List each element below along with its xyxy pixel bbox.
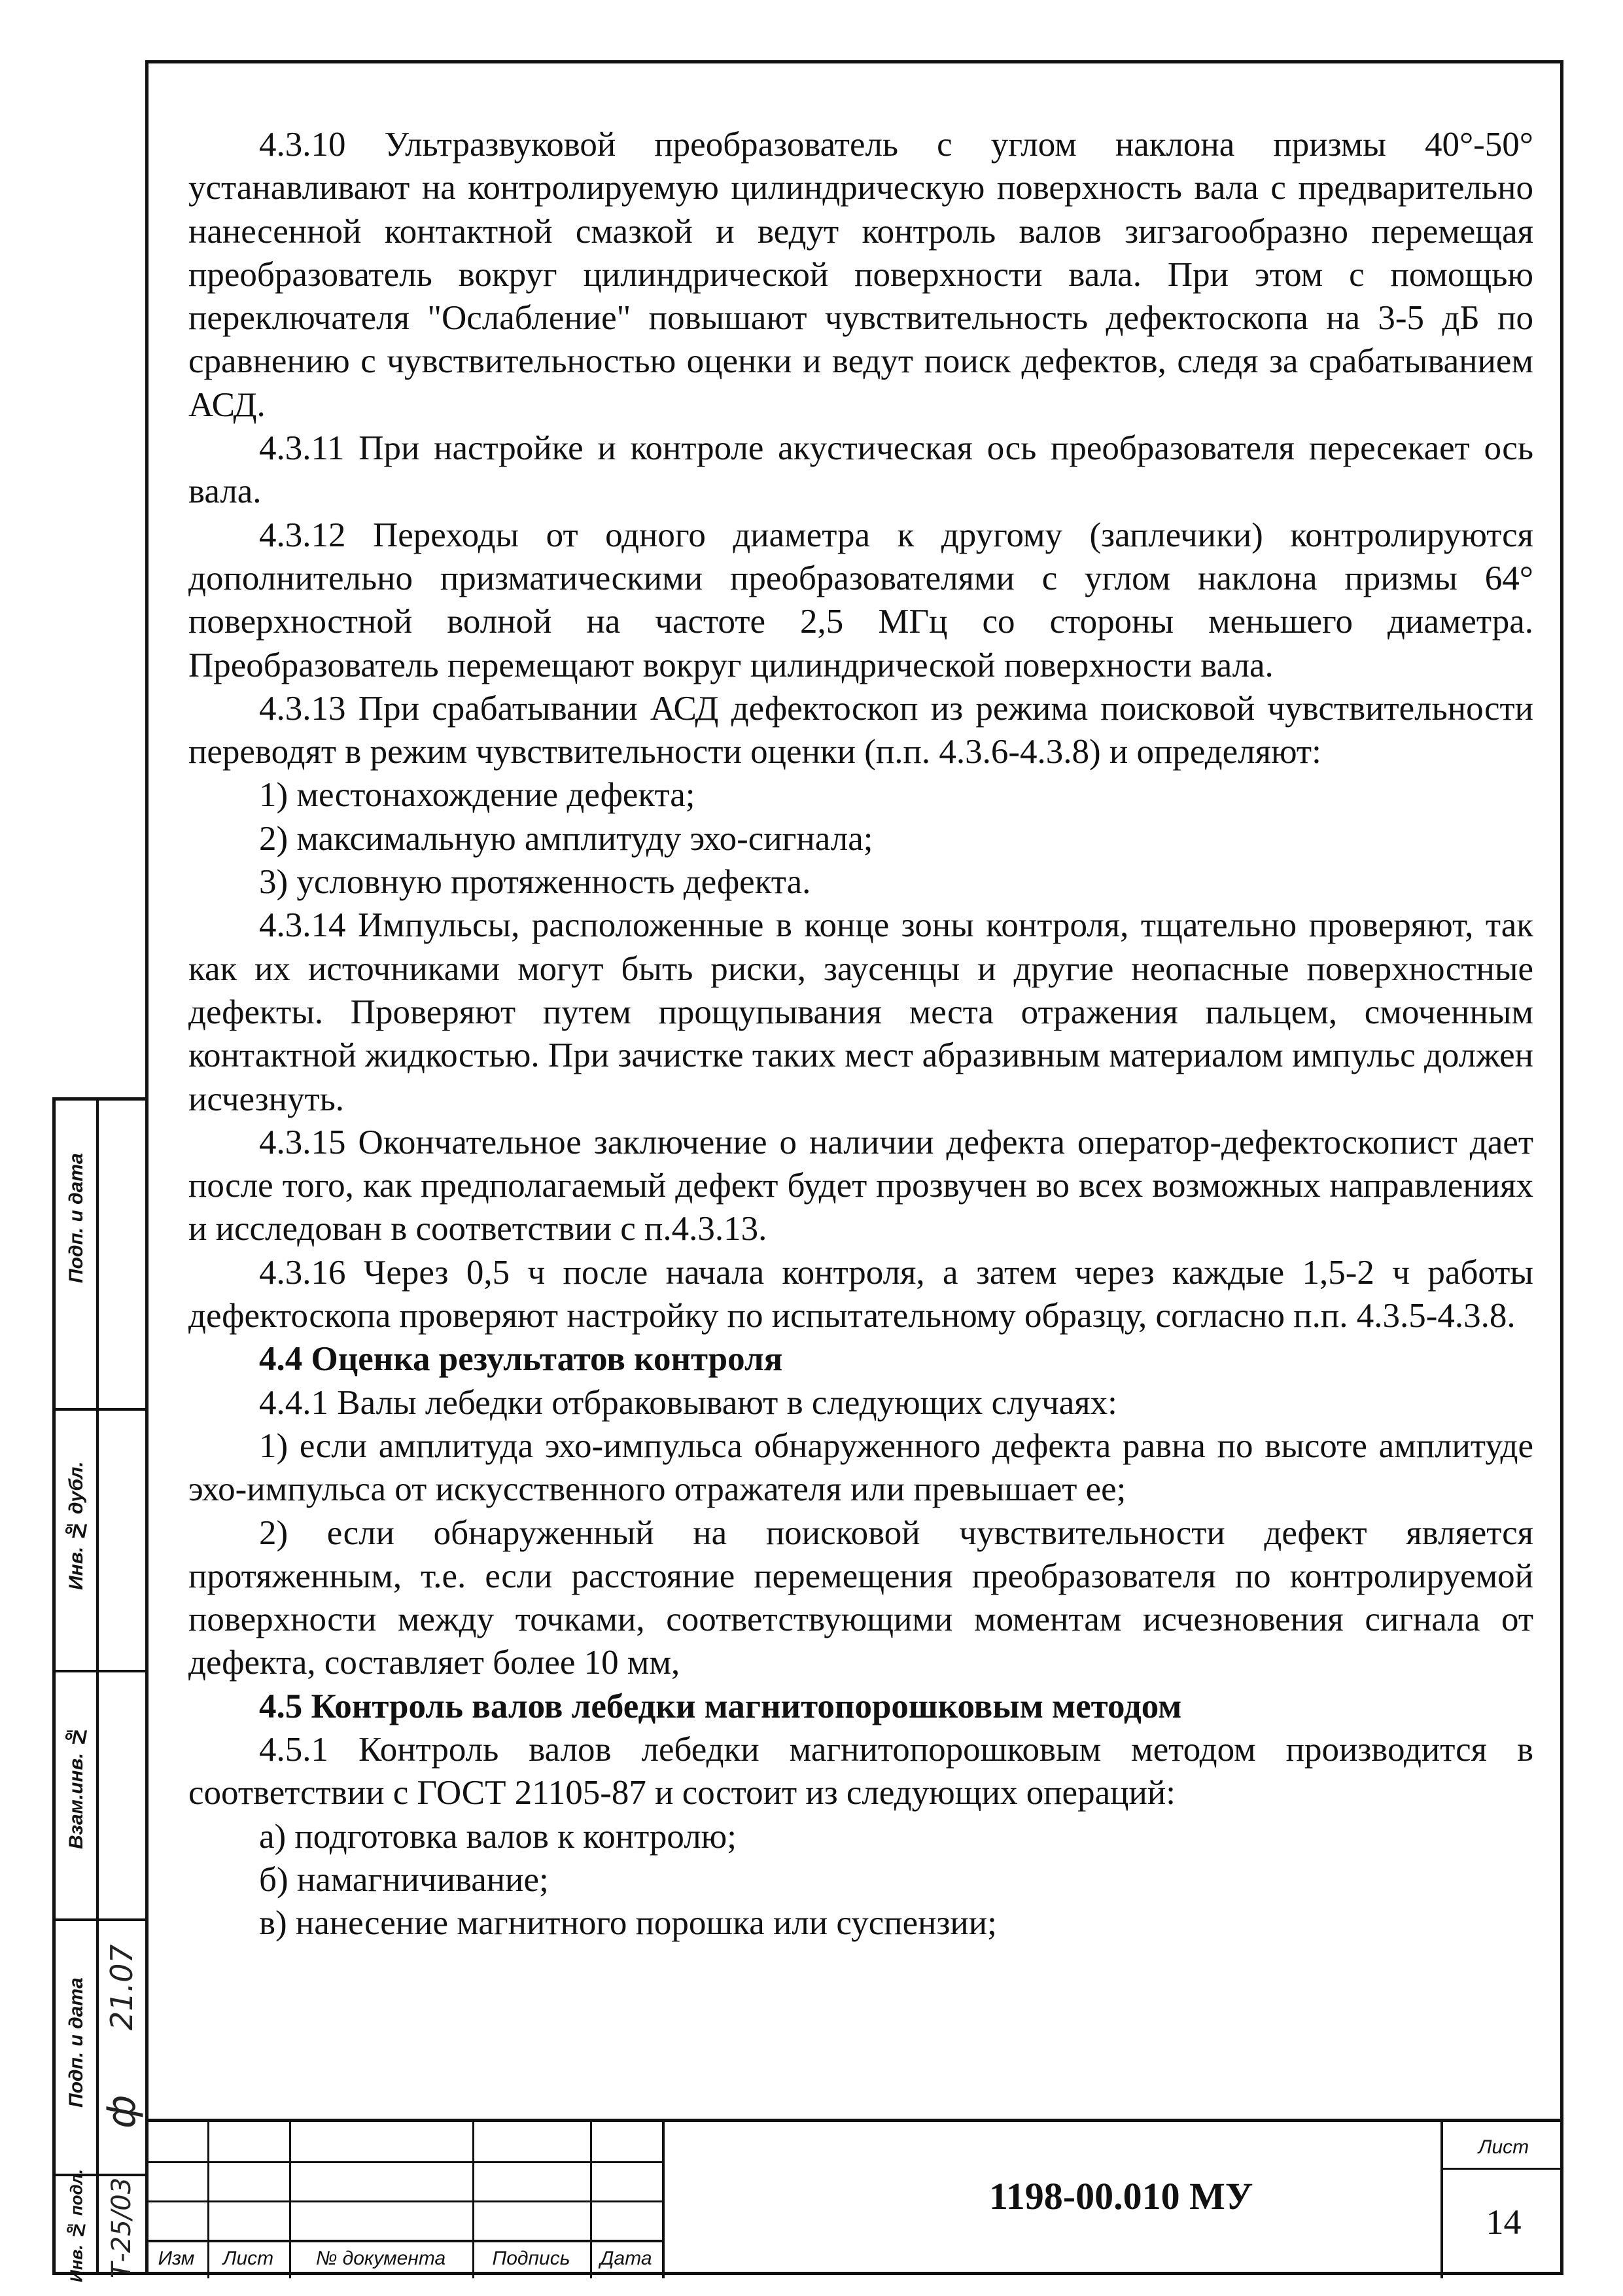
podp-data-2-label: Подп. и дата [65,1153,87,1284]
col-data-label: Дата [600,2248,652,2269]
paragraph: 4.3.13 При срабатывании АСД дефектоскоп из режима поисковой чувствительности переводят в режим чувствительности оценки (п.п. 4.3.6-4.3.8) и определяют: [188,689,1533,771]
podp-data-1-value: 21.07 [104,1944,139,2030]
signature-mark: ф [99,2094,145,2128]
paragraph: 4.3.15 Окончательное заключение о наличии дефекта оператор-дефектоскопист дает после того, как предполагаемый дефект будет прозвучен во всех возможных направлениях и исследован в соответствии с п.4.3.13. [188,1123,1533,1248]
tb-col-line [662,2122,665,2278]
side-row-divider [56,1918,147,1921]
paragraph: 2) максимальную амплитуду эхо-сигнала; [259,819,873,858]
inv-podl-value: Т-25/03 [107,2177,137,2278]
inv-dubl-label: Инв. № дубл. [65,1461,87,1591]
document-code: 1198-00.010 МУ [989,2175,1253,2217]
tb-row-line [145,2240,662,2242]
section-heading: 4.5 Контроль валов лебедки магнитопорошковым методом [259,1687,1182,1725]
title-block [145,2119,1563,2275]
sheet-label: Лист [1478,2136,1529,2158]
col-list-label: Лист [222,2248,274,2269]
paragraph: 4.3.14 Импульсы, расположенные в конце зоны контроля, тщательно проверяют, так как их источниками могут быть риски, заусенцы и другие неопасные поверхностные дефекты. Проверяют путем прощупывания места отражения пальцем, смоченным контактной жидкостью. При зачистке таких мест абразивным материалом импульс должен исчезнуть. [188,906,1533,1118]
paragraph: 2) если обнаруженный на поисковой чувствительности дефект является протяженным, т.е. если расстояние перемещения преобразователя по контролируемой поверхности между точками, соответствующими моментам исчезновения сигнала от дефекта, составляет более 10 мм, [188,1513,1533,1682]
paragraph: 4.3.10 Ультразвуковой преобразователь с углом наклона призмы 40°-50° устанавливают на контролируемую цилиндрическую поверхность вала с предварительно нанесенной контактной смазкой и ведут контроль валов зигзагообразно перемещая преобразователь вокруг цилиндрической поверхности вала. При этом с помощью переключателя "Ослабление" повышают чувствительность дефектоскопа на 3-5 дБ по сравнению с чувствительностью оценки и ведут поиск дефектов, следя за срабатыванием АСД. [188,126,1533,424]
col-doc-label: № документа [315,2248,446,2269]
tb-row-line [145,2200,662,2202]
vzam-inv-label: Взам.инв. № [65,1725,87,1850]
paragraph: а) подготовка валов к контролю; [259,1817,737,1856]
tb-sheet-line [1440,2168,1563,2170]
sheet-number: 14 [1486,2202,1522,2242]
paragraph: 3) условную протяженность дефекта. [259,863,811,902]
paragraph: 4.5.1 Контроль валов лебедки магнитопорошковым методом производится в соответствии с ГОСТ 21105-87 и состоит из следующих операций: [188,1730,1533,1812]
side-row-divider [56,1670,147,1672]
paragraph: 1) местонахождение дефекта; [259,776,695,815]
paragraph: 1) если амплитуда эхо-импульса обнаруженного дефекта равна по высоте амплитуде эхо-импульса от искусственного отражателя или превышает ее; [188,1426,1533,1509]
paragraph: 4.4.1 Валы лебедки отбраковывают в следующих случаях: [259,1383,1117,1422]
document-body [188,123,1533,1945]
paragraph: 4.3.11 При настройке и контроле акустическая ось преобразователя пересекает ось вала. [188,429,1533,511]
side-row-divider [56,1408,147,1411]
paragraph: 4.3.12 Переходы от одного диаметра к другому (заплечики) контролируются дополнительно призматическими преобразователями с углом наклона призмы 64° поверхностной волной на частоте 2,5 МГц со стороны меньшего диаметра. Преобразователь перемещают вокруг цилиндрической поверхности вала. [188,516,1533,684]
tb-row-line [145,2161,662,2163]
paragraph: 4.3.16 Через 0,5 ч после начала контроля, а затем через каждые 1,5-2 ч работы дефектоскопа проверяют настройку по испытательному образцу, согласно п.п. 4.3.5-4.3.8. [188,1253,1533,1335]
section-heading: 4.4 Оценка результатов контроля [259,1340,783,1379]
side-stamp [52,1097,147,2283]
col-izm-label: Изм [158,2248,195,2269]
inv-podl-label: Инв. № подл. [66,2169,86,2283]
col-podpis-label: Подпись [492,2248,570,2269]
paragraph: б) намагничивание; [259,1860,549,1899]
paragraph: в) нанесение магнитного порошка или суспензии; [259,1904,997,1943]
podp-data-1-label: Подп. и дата [65,1977,87,2108]
